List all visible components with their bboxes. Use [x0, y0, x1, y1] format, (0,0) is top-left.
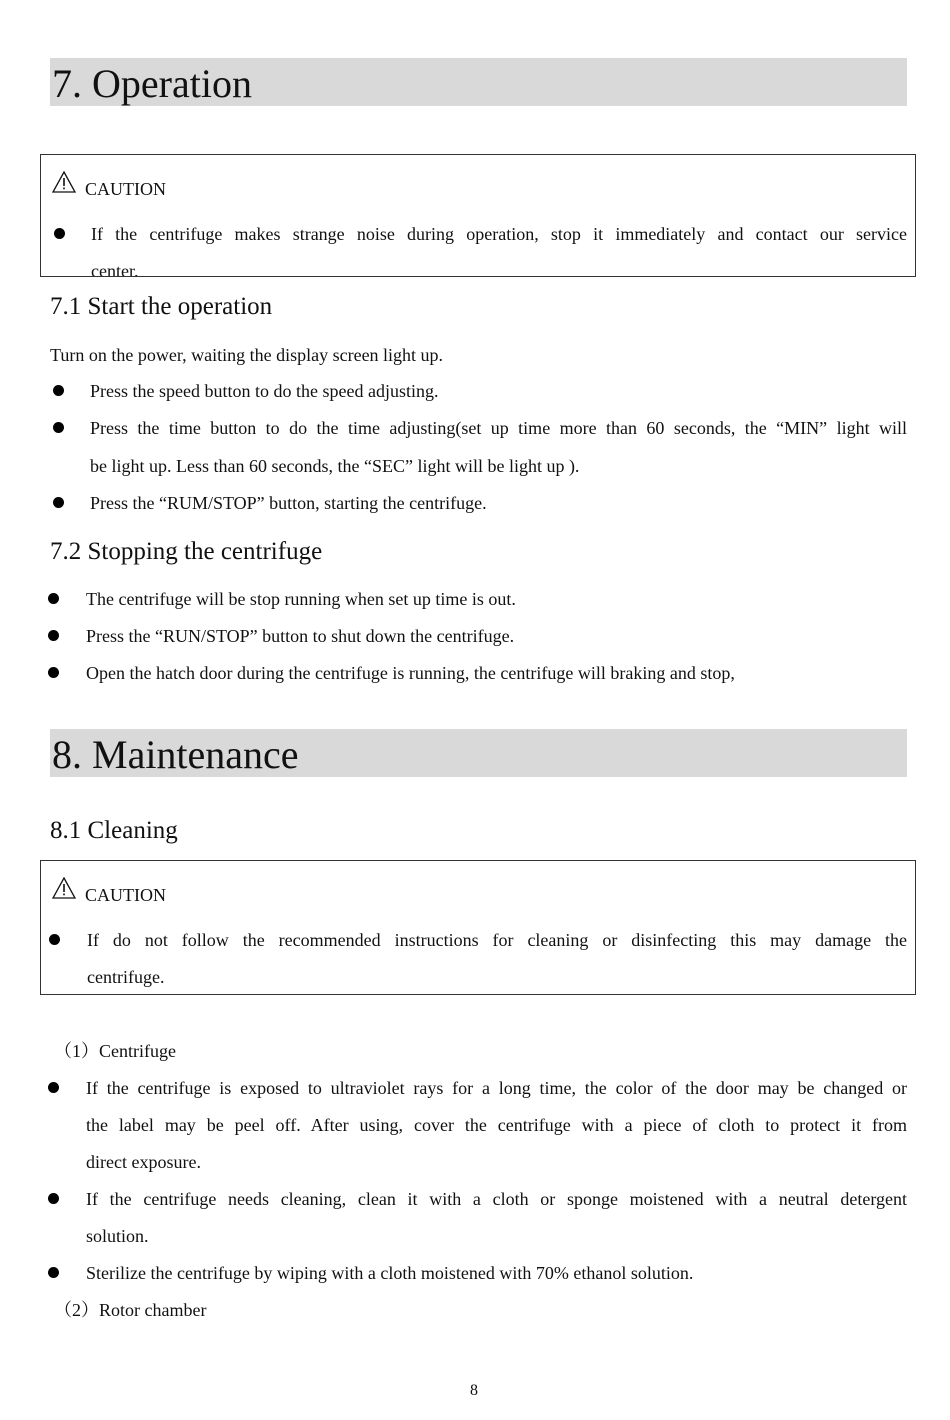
- section-7-title: 7. Operation: [52, 61, 252, 106]
- bullet-icon: [48, 1082, 59, 1093]
- bullet-icon: [53, 422, 64, 433]
- bullet-icon: [53, 497, 64, 508]
- list-item-stop-door: Open the hatch door during the centrifuge is running, the centrifuge will braking and stop,: [86, 663, 735, 683]
- section-7-heading: [50, 58, 907, 106]
- list-item-speed: Press the speed button to do the speed adjusting.: [90, 381, 439, 401]
- list-item-stop-timeout: The centrifuge will be stop running when set up time is out.: [86, 589, 516, 609]
- bullet-icon: [48, 630, 59, 641]
- list-item-time-line2: be light up. Less than 60 seconds, the “SEC” light will be light up ).: [90, 456, 580, 476]
- bullet-icon: [48, 1267, 59, 1278]
- paragraph-intro: Turn on the power, waiting the display screen light up.: [50, 345, 444, 365]
- bullet-icon: [54, 228, 65, 239]
- caution-box-operation: [40, 154, 916, 277]
- section-8-title: 8. Maintenance: [52, 732, 299, 777]
- list-item-stop-button: Press the “RUN/STOP” button to shut down the centrifuge.: [86, 626, 515, 646]
- caution-text-line2: center.: [91, 261, 139, 277]
- list-item-uv-line3: direct exposure.: [86, 1152, 201, 1172]
- list-item-sterilize: Sterilize the centrifuge by wiping with a cloth moistened with 70% ethanol solution.: [86, 1263, 694, 1283]
- subsection-8-1-title: 8.1 Cleaning: [50, 817, 178, 844]
- bullet-icon: [49, 934, 60, 945]
- caution-text-line1: If the centrifuge makes strange noise during operation, stop it immediately and contact our service: [91, 224, 907, 244]
- list-item-uv-line2: the label may be peel off. After using, cover the centrifuge with a piece of cloth to protect it from: [86, 1115, 907, 1135]
- part-1-label: （1）Centrifuge: [54, 1041, 176, 1061]
- subsection-7-1-title: 7.1 Start the operation: [50, 293, 273, 320]
- bullet-icon: [48, 667, 59, 678]
- section-8-heading: [50, 729, 907, 777]
- caution-label: CAUTION: [85, 179, 166, 199]
- part-2-label: （2）Rotor chamber: [54, 1300, 207, 1320]
- warning-triangle-icon: [52, 877, 76, 899]
- caution-text-line1: If do not follow the recommended instructions for cleaning or disinfecting this may damage the: [87, 930, 907, 950]
- caution-box-cleaning: [40, 860, 916, 995]
- subsection-7-2-title: 7.2 Stopping the centrifuge: [50, 538, 323, 565]
- bullet-icon: [48, 593, 59, 604]
- bullet-icon: [53, 385, 64, 396]
- page-number: 8: [470, 1382, 478, 1399]
- list-item-cleaning-line1: If the centrifuge needs cleaning, clean it with a cloth or sponge moistened with a neutral detergent: [86, 1189, 907, 1209]
- list-item-cleaning-line2: solution.: [86, 1226, 149, 1246]
- bullet-icon: [48, 1193, 59, 1204]
- caution-text-line2: centrifuge.: [87, 967, 165, 987]
- caution-label: CAUTION: [85, 885, 166, 905]
- list-item-uv-line1: If the centrifuge is exposed to ultraviolet rays for a long time, the color of the door may be changed or: [86, 1078, 907, 1098]
- list-item-run: Press the “RUM/STOP” button, starting the centrifuge.: [90, 493, 487, 513]
- list-item-time-line1: Press the time button to do the time adjusting(set up time more than 60 seconds, the “MIN” light will: [90, 418, 907, 438]
- warning-triangle-icon: [52, 171, 76, 193]
